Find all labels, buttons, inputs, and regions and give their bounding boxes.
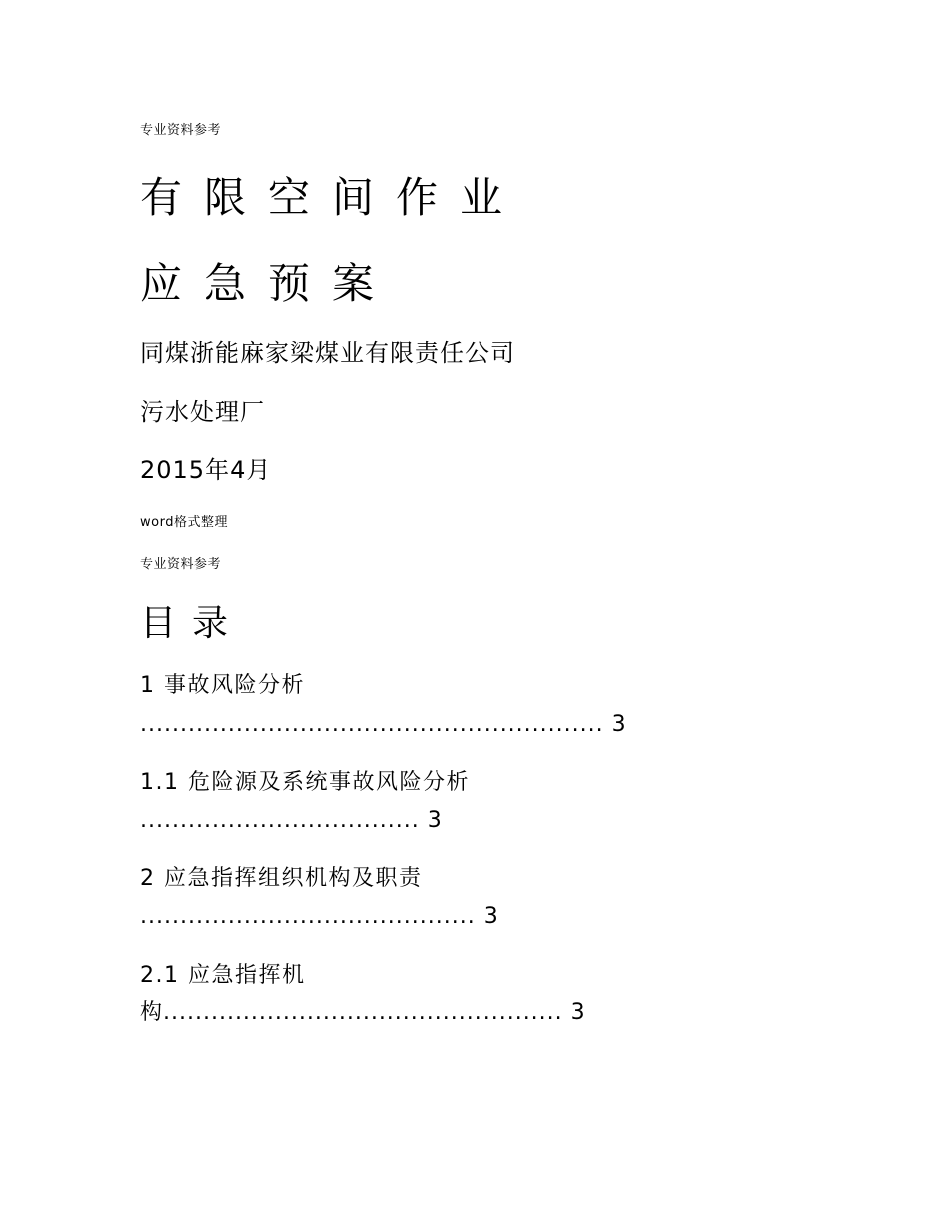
toc-entry-2-label[interactable]: 1.1 危险源及系统事故风险分析 [140, 770, 470, 795]
toc-entry-3-label[interactable]: 2 应急指挥组织机构及职责 [140, 866, 423, 891]
document-title-line1: 有限空间作业 [140, 173, 525, 222]
company-name: 同煤浙能麻家梁煤业有限责任公司 [140, 339, 515, 367]
toc-entry-1-leader[interactable]: .......................................................... 3 [140, 712, 627, 737]
toc-entry-4-label[interactable]: 2.1 应急指挥机 [140, 963, 306, 988]
page-footer: word格式整理 [140, 515, 228, 530]
page-header: 专业资料参考 [140, 123, 222, 138]
toc-entry-3-leader[interactable]: .......................................... 3 [140, 904, 499, 929]
toc-entry-4-leader[interactable]: 构.................................................. 3 [140, 1000, 586, 1025]
department-name: 污水处理厂 [140, 398, 265, 426]
toc-title: 目录 [140, 603, 245, 644]
toc-entry-1-label[interactable]: 1 事故风险分析 [140, 673, 305, 698]
document-date: 2015年4月 [140, 456, 272, 484]
toc-entry-2-leader[interactable]: ................................... 3 [140, 808, 443, 833]
page-header-second: 专业资料参考 [140, 557, 222, 572]
document-title-line2: 应急预案 [140, 259, 397, 308]
